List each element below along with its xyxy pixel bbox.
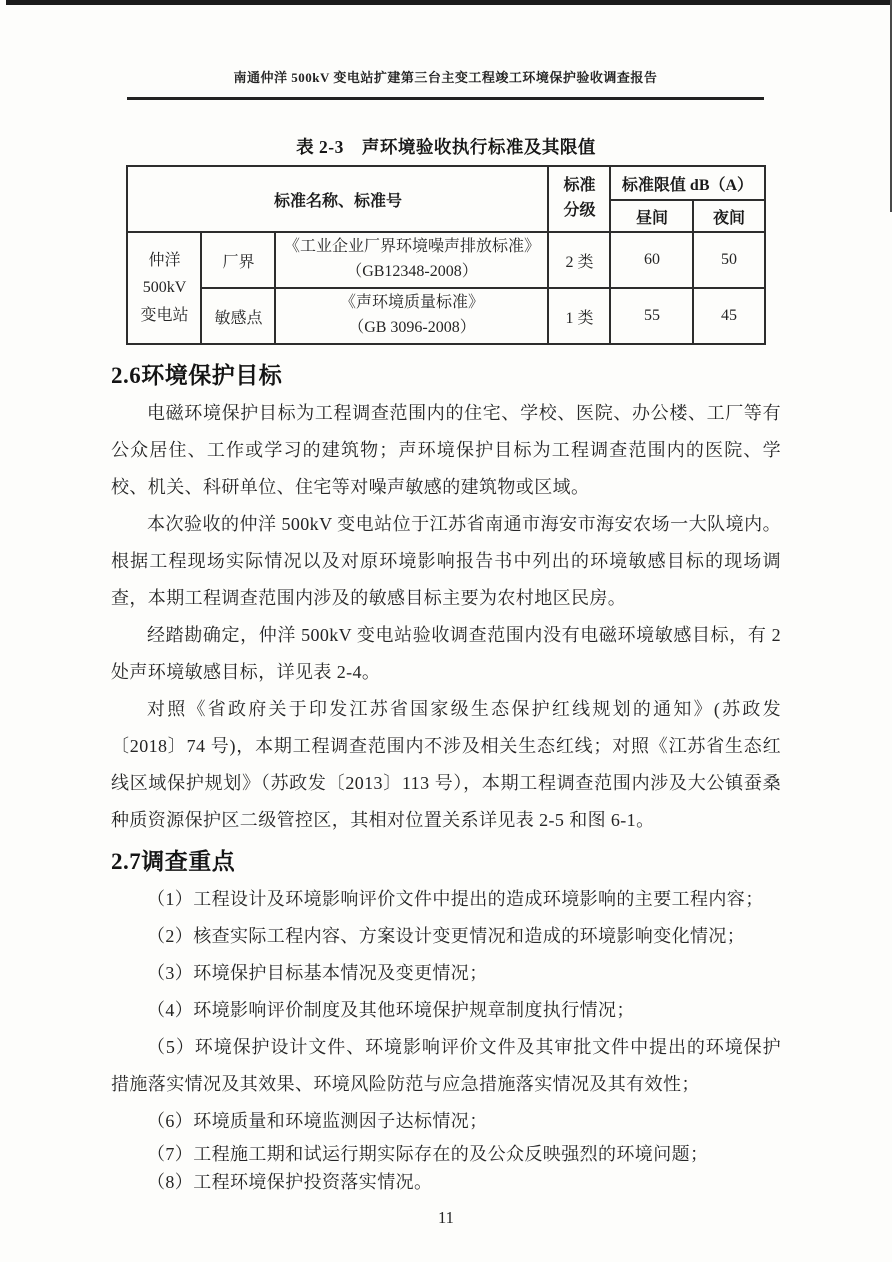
row2-standard-code: （GB 3096-2008） bbox=[348, 319, 476, 336]
section-2-7-heading: 2.7调查重点 bbox=[111, 849, 236, 874]
row2-standard-name: 《声环境质量标准》 bbox=[339, 294, 484, 312]
row1-night-value: 50 bbox=[693, 232, 764, 288]
row1-standard-code: （GB12348-2008） bbox=[346, 263, 478, 280]
survey-focus-item-7: （7）工程施工期和试运行期实际存在的及公众反映强烈的环境问题； bbox=[147, 1144, 709, 1164]
header-rule bbox=[127, 97, 764, 100]
section-2-6-paragraph-4: 对照《省政府关于印发江苏省国家级生态保护红线规划的通知》(苏政发〔2018〕74 号)，本期工程调查范围内不涉及相关生态红线；对照《江苏省生态红线区域保护规划》（苏政发〔2013〕113 号），本期工程调查范围内涉及大公镇蚕桑种质资源保护区二级管控区，其相对位置关系详见表 2-5 和图 6-1。 bbox=[111, 699, 781, 830]
survey-focus-item-3: （3）环境保护目标基本情况及变更情况； bbox=[147, 963, 488, 983]
row2-point-cell: 敏感点 bbox=[201, 288, 275, 344]
page-content bbox=[111, 134, 781, 1228]
scan-artifact-top-edge bbox=[6, 0, 892, 5]
survey-focus-item-1: （1）工程设计及环境影响评价文件中提出的造成环境影响的主要工程内容； bbox=[147, 889, 764, 909]
row1-grade-cell: 2 类 bbox=[548, 232, 610, 288]
header-standard-grade bbox=[548, 166, 610, 232]
survey-focus-item-2: （2）核查实际工程内容、方案设计变更情况和造成的环境影响变化情况； bbox=[147, 926, 746, 946]
row1-point-cell: 厂界 bbox=[201, 232, 275, 288]
survey-focus-item-4: （4）环境影响评价制度及其他环境保护规章制度执行情况； bbox=[147, 1000, 635, 1020]
row1-day-value: 60 bbox=[610, 232, 693, 288]
site-line2: 500kV bbox=[142, 279, 187, 297]
section-2-6-paragraph-2: 本次验收的仲洋 500kV 变电站位于江苏省南通市海安市海安农场一大队境内。根据工程现场实际情况以及对原环境影响报告书中列出的环境敏感目标的现场调查，本期工程调查范围内涉及的敏感目标主要为农村地区民房。 bbox=[111, 514, 781, 608]
section-2-6-paragraph-1: 电磁环境保护目标为工程调查范围内的住宅、学校、医院、办公楼、工厂等有公众居住、工作或学习的建筑物；声环境保护目标为工程调查范围内的医院、学校、机关、科研单位、住宅等对噪声敏感的建筑物或区域。 bbox=[111, 403, 781, 497]
header-limit: 标准限值 dB（A） bbox=[610, 166, 764, 200]
survey-focus-item-8: （8）工程环境保护投资落实情况。 bbox=[147, 1172, 433, 1192]
site-cell bbox=[127, 232, 201, 344]
row2-standard-cell bbox=[275, 288, 548, 344]
header-grade-line1: 标准 bbox=[563, 177, 596, 195]
report-header-title: 南通仲洋 500kV 变电站扩建第三台主变工程竣工环境保护验收调查报告 bbox=[233, 70, 658, 85]
noise-standards-table bbox=[126, 165, 765, 345]
row1-standard-name: 《工业企业厂界环境噪声排放标准》 bbox=[283, 238, 540, 256]
section-2-6-heading: 2.6环境保护目标 bbox=[111, 363, 283, 388]
header-daytime: 昼间 bbox=[610, 200, 693, 232]
header-nighttime: 夜间 bbox=[693, 200, 764, 232]
site-line1: 仲洋 bbox=[148, 252, 181, 270]
survey-focus-item-6: （6）环境质量和环境监测因子达标情况； bbox=[147, 1111, 488, 1131]
page-number: 11 bbox=[438, 1208, 454, 1227]
row2-night-value: 45 bbox=[693, 288, 764, 344]
row2-grade-cell: 1 类 bbox=[548, 288, 610, 344]
row2-day-value: 55 bbox=[610, 288, 693, 344]
row1-standard-cell bbox=[275, 232, 548, 288]
table-2-3-title: 表 2-3 声环境验收执行标准及其限值 bbox=[296, 137, 596, 157]
section-2-6-paragraph-3: 经踏勘确定，仲洋 500kV 变电站验收调查范围内没有电磁环境敏感目标，有 2 处声环境敏感目标，详见表 2-4。 bbox=[111, 625, 781, 682]
header-standard-name: 标准名称、标准号 bbox=[127, 166, 548, 232]
survey-focus-item-5: （5）环境保护设计文件、环境影响评价文件及其审批文件中提出的环境保护措施落实情况及其效果、环境风险防范与应急措施落实情况及其有效性； bbox=[111, 1037, 781, 1094]
site-line3: 变电站 bbox=[140, 306, 189, 324]
header-grade-line2: 分级 bbox=[563, 202, 596, 219]
